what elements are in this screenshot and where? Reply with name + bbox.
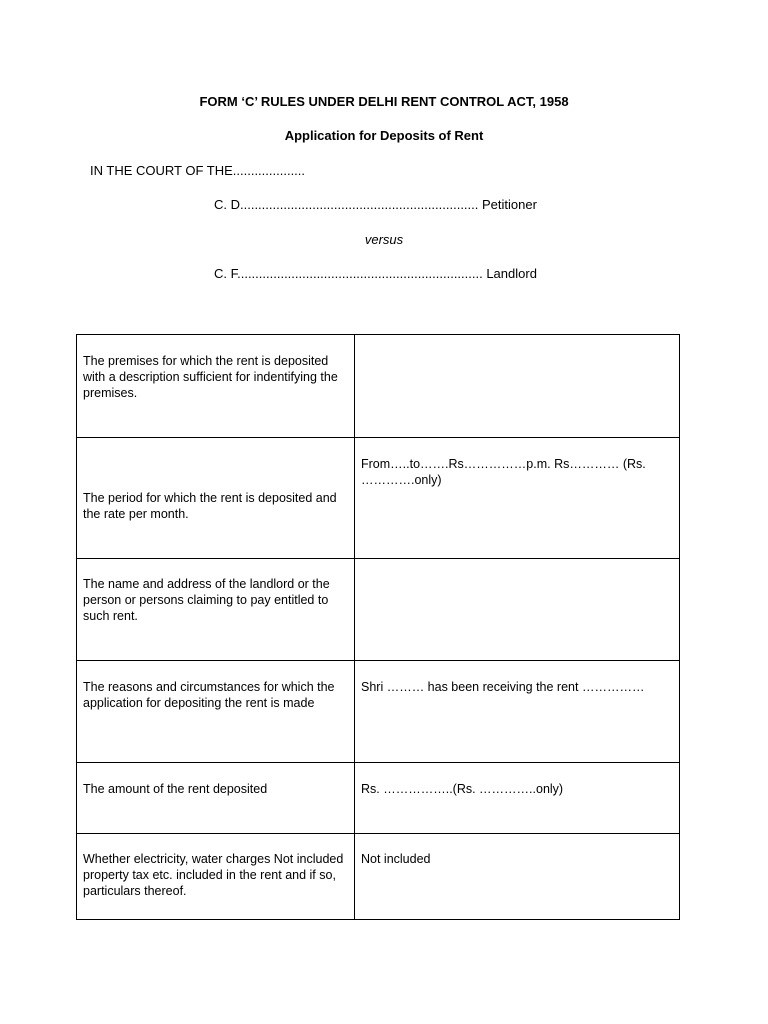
form-title: FORM ‘C’ RULES UNDER DELHI RENT CONTROL ACT, 1958 xyxy=(199,94,569,109)
row-label-amount: The amount of the rent deposited xyxy=(77,763,355,834)
table-row xyxy=(77,559,680,661)
row-label-charges: Whether electricity, water charges Not included property tax etc. included in the rent and if so, particulars thereof. xyxy=(77,834,355,920)
court-line: IN THE COURT OF THE.................... xyxy=(90,163,306,178)
versus-text: versus xyxy=(364,232,404,247)
row-value-period: From…..to…….Rs……………p.m. Rs………… (Rs. ………….only) xyxy=(355,438,680,559)
row-label-premises: The premises for which the rent is deposited with a description sufficient for indentifying the premises. xyxy=(77,335,355,438)
row-value-charges: Not included xyxy=(355,834,680,920)
form-subtitle: Application for Deposits of Rent xyxy=(284,128,484,143)
row-value-reasons: Shri ……… has been receiving the rent …………… xyxy=(355,661,680,763)
table-row xyxy=(77,335,680,438)
row-label-reasons: The reasons and circumstances for which the application for depositing the rent is made xyxy=(77,661,355,763)
landlord-line: C. F.................................................................... Landlord xyxy=(214,266,537,281)
row-value-amount: Rs. ……………..(Rs. …………..only) xyxy=(355,763,680,834)
deposit-details-table xyxy=(76,334,680,920)
table-row xyxy=(77,438,680,559)
row-label-period: The period for which the rent is deposited and the rate per month. xyxy=(77,438,355,559)
table-row xyxy=(77,834,680,920)
table-row xyxy=(77,661,680,763)
row-label-landlord: The name and address of the landlord or the person or persons claiming to pay entitled to such rent. xyxy=(77,559,355,661)
row-value-landlord xyxy=(355,559,680,661)
row-value-premises xyxy=(355,335,680,438)
petitioner-line: C. D.................................................................. Petitioner xyxy=(214,197,537,212)
table-row xyxy=(77,763,680,834)
